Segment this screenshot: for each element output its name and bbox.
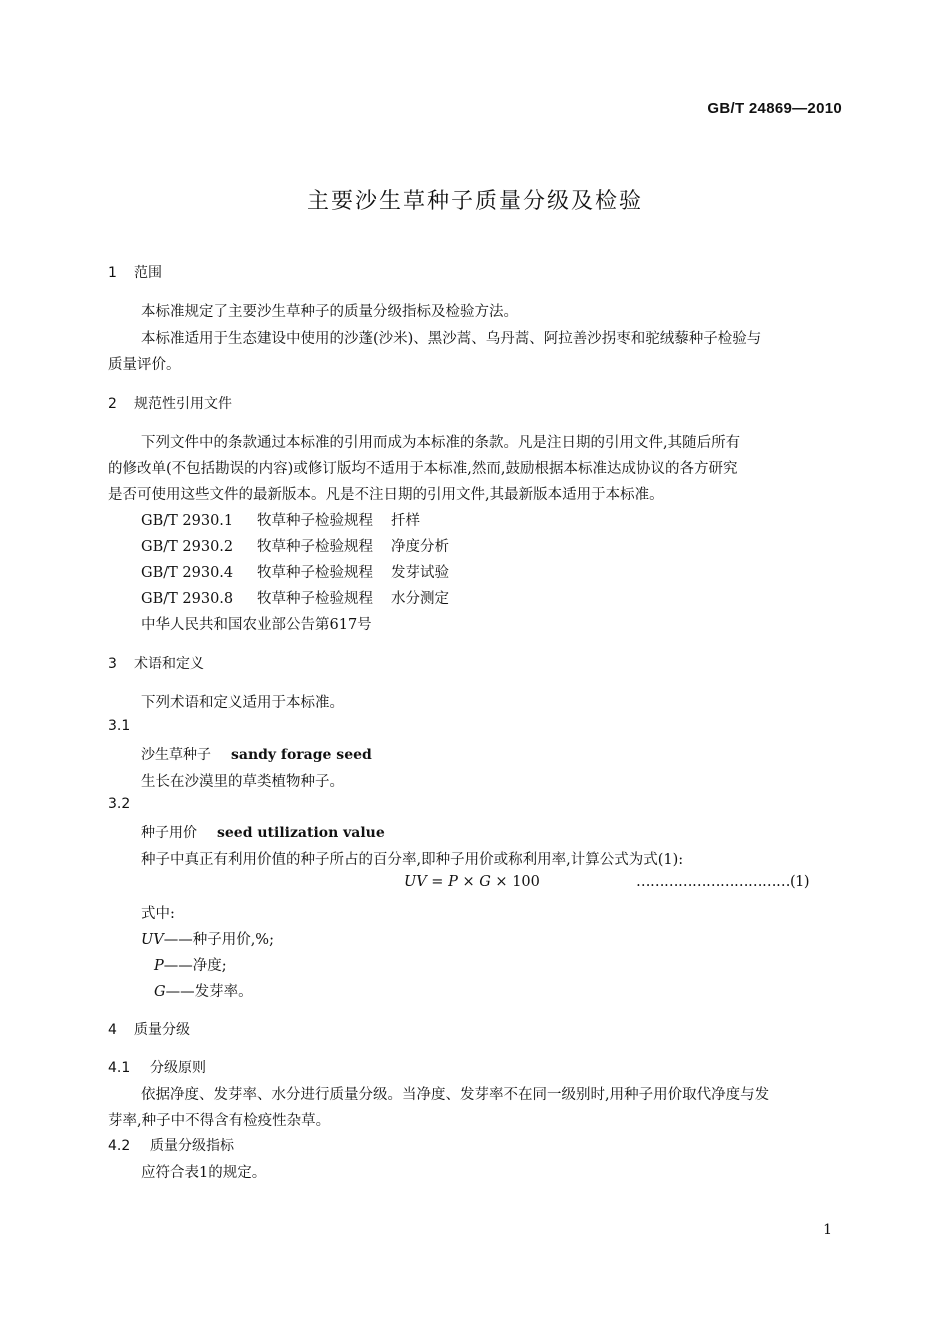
standard-number: GB/T 24869—2010 xyxy=(707,100,842,117)
subsection-4-1-heading xyxy=(108,1057,206,1077)
subsection-number: 4.2 xyxy=(108,1138,131,1154)
formula-lhs: UV xyxy=(404,874,427,890)
section-4-heading xyxy=(108,1019,190,1039)
reference-announcement: 中华人民共和国农业部公告第617号 xyxy=(141,617,372,633)
term-heading xyxy=(141,822,385,842)
section-title: 规范性引用文件 xyxy=(134,396,232,412)
paragraph-line: 下列文件中的条款通过本标准的引用而成为本标准的条款。凡是注日期的引用文件,其随后所有 xyxy=(141,435,741,451)
reference-code: GB/T 2930.8 xyxy=(141,591,234,607)
reference-part: 净度分析 xyxy=(391,539,449,555)
subsection-4-2-heading xyxy=(108,1135,234,1155)
page-number: 1 xyxy=(823,1222,832,1238)
section-2-heading xyxy=(108,393,232,413)
reference-name: 牧草种子检验规程 xyxy=(257,565,373,581)
variable-symbol: G xyxy=(154,984,166,1000)
formula xyxy=(404,874,540,890)
variable-definition xyxy=(141,928,274,949)
section-1-heading xyxy=(108,262,162,282)
variable-desc: ——净度; xyxy=(163,958,227,974)
formula-var: P xyxy=(448,874,458,890)
subsection-title: 质量分级指标 xyxy=(150,1138,234,1154)
section-title: 范围 xyxy=(134,265,162,281)
section-title: 质量分级 xyxy=(134,1022,190,1038)
term-heading xyxy=(141,744,372,764)
term-chinese: 沙生草种子 xyxy=(141,747,211,763)
section-title: 术语和定义 xyxy=(134,656,204,672)
reference-item xyxy=(141,535,449,556)
paragraph: 本标准规定了主要沙生草种子的质量分级指标及检验方法。 xyxy=(141,304,518,320)
subsection-number: 4.1 xyxy=(108,1060,131,1076)
where-label: 式中: xyxy=(141,906,175,922)
formula-number: ……………………………(1) xyxy=(636,874,810,890)
section-3-heading xyxy=(108,653,204,673)
variable-symbol: UV xyxy=(141,932,164,948)
reference-code: GB/T 2930.2 xyxy=(141,539,234,555)
formula-operator: × xyxy=(490,874,513,890)
page-title: 主要沙生草种子质量分级及检验 xyxy=(306,189,643,214)
variable-definition xyxy=(154,954,227,975)
reference-code: GB/T 2930.1 xyxy=(141,513,234,529)
section-number: 2 xyxy=(108,396,117,412)
paragraph-line: 的修改单(不包括勘误的内容)或修订版均不适用于本标准,然而,鼓励根据本标准达成协议的各方研究 xyxy=(108,461,738,477)
variable-desc: ——种子用价,%; xyxy=(163,932,274,948)
variable-definition xyxy=(154,980,253,1001)
variable-symbol: P xyxy=(154,958,164,974)
section-number: 4 xyxy=(108,1022,117,1038)
paragraph-line: 质量评价。 xyxy=(108,357,181,373)
term-english: seed utilization value xyxy=(217,825,385,841)
reference-item xyxy=(141,587,449,608)
variable-desc: ——发芽率。 xyxy=(165,984,253,1000)
paragraph-line: 是否可使用这些文件的最新版本。凡是不注日期的引用文件,其最新版本适用于本标准。 xyxy=(108,487,664,503)
section-number: 1 xyxy=(108,265,117,281)
reference-name: 牧草种子检验规程 xyxy=(257,591,373,607)
term-chinese: 种子用价 xyxy=(141,825,197,841)
reference-code: GB/T 2930.4 xyxy=(141,565,234,581)
formula-operator: = xyxy=(426,874,449,890)
reference-part: 发芽试验 xyxy=(391,565,449,581)
term-number: 3.2 xyxy=(108,796,131,812)
paragraph: 下列术语和定义适用于本标准。 xyxy=(141,695,344,711)
paragraph-line: 本标准适用于生态建设中使用的沙蓬(沙米)、黑沙蒿、乌丹蒿、阿拉善沙拐枣和驼绒藜种子检验与 xyxy=(141,331,762,347)
formula-operator: × xyxy=(457,874,480,890)
term-definition: 生长在沙漠里的草类植物种子。 xyxy=(141,774,344,790)
reference-part: 水分测定 xyxy=(391,591,449,607)
paragraph: 应符合表1的规定。 xyxy=(141,1165,267,1181)
formula-constant: 100 xyxy=(512,874,540,890)
term-english: sandy forage seed xyxy=(231,747,372,763)
formula-var: G xyxy=(479,874,491,890)
reference-part: 扦样 xyxy=(391,513,420,529)
reference-name: 牧草种子检验规程 xyxy=(257,539,373,555)
paragraph-line: 芽率,种子中不得含有检疫性杂草。 xyxy=(108,1113,331,1129)
reference-item xyxy=(141,561,449,582)
reference-name: 牧草种子检验规程 xyxy=(257,513,373,529)
section-number: 3 xyxy=(108,656,117,672)
subsection-title: 分级原则 xyxy=(150,1060,206,1076)
paragraph-line: 依据净度、发芽率、水分进行质量分级。当净度、发芽率不在同一级别时,用种子用价取代净度与发 xyxy=(141,1087,770,1103)
reference-item xyxy=(141,509,420,530)
term-number: 3.1 xyxy=(108,718,131,734)
term-definition: 种子中真正有利用价值的种子所占的百分率,即种子用价或称利用率,计算公式为式(1): xyxy=(141,852,684,868)
